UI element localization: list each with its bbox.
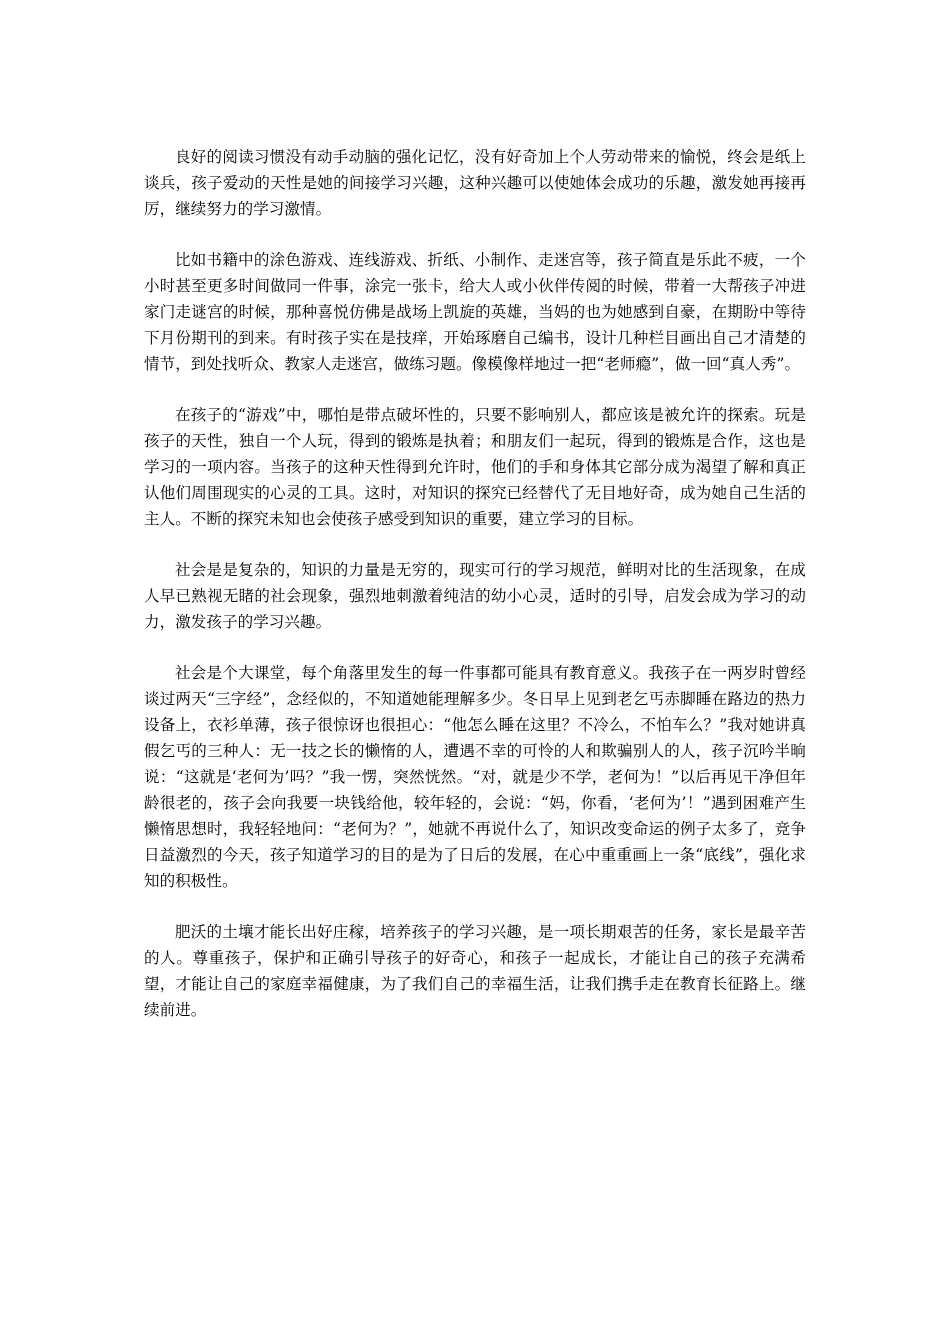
paragraph-2: 比如书籍中的涂色游戏、连线游戏、折纸、小制作、走迷宫等，孩子简直是乐此不疲，一个小时甚至更多时间做同一件事，涂完一张卡，给大人或小伙伴传阅的时候，带着一大帮孩子冲进家门走谜宫的时候，那种喜悦仿佛是战场上凯旋的英雄，当妈的也为她感到自豪，在期盼中等待下月份期刊的到来。有时孩子实在是技痒，开始琢磨自己编书，设计几种栏目画出自己才清楚的情节，到处找听众、教家人走迷宫，做练习题。像模像样地过一把“老师瘾”，做一回“真人秀”。	[144, 251, 806, 373]
paragraph-6: 肥沃的土壤才能长出好庄稼，培养孩子的学习兴趣，是一项长期艰苦的任务，家长是最辛苦的人。尊重孩子，保护和正确引导孩子的好奇心，和孩子一起成长，才能让自己的孩子充满希望，才能让自己的家庭幸福健康，为了我们自己的幸福生活，让我们携手走在教育长征路上。继续前进。	[144, 923, 806, 1019]
paragraph-1: 良好的阅读习惯没有动手动脑的强化记忆，没有好奇加上个人劳动带来的愉悦，终会是纸上谈兵，孩子爱动的天性是她的间接学习兴趣，这种兴趣可以使她体会成功的乐趣，激发她再接再厉，继续努力的学习激情。	[144, 148, 806, 218]
paragraph-5: 社会是个大课堂，每个角落里发生的每一件事都可能具有教育意义。我孩子在一两岁时曾经谈过两天“三字经”，念经似的，不知道她能理解多少。冬日早上见到老乞丐赤脚睡在路边的热力设备上，衣衫单薄，孩子很惊讶也很担心：“他怎么睡在这里？不冷么，不怕车么？”我对她讲真假乞丐的三种人：无一技之长的懒惰的人，遭遇不幸的可怜的人和欺骗别人的人，孩子沉吟半晌说：“这就是‘老何为’吗？”我一愣，突然恍然。“对，就是少不学，老何为！”以后再见干净但年龄很老的，孩子会向我要一块钱给他，较年轻的，会说：“妈，你看，‘老何为’！”遇到困难产生懒惰思想时，我轻轻地问：“老何为？”，她就不再说什么了，知识改变命运的例子太多了，竞争日益激烈的今天，孩子知道学习的目的是为了日后的发展，在心中重重画上一条“底线”，强化求知的积极性。	[144, 664, 806, 890]
paragraph-4: 社会是是复杂的，知识的力量是无穷的，现实可行的学习规范，鲜明对比的生活现象，在成人早已熟视无睹的社会现象，强烈地刺激着纯洁的幼小心灵，适时的引导，启发会成为学习的动力，激发孩子的学习兴趣。	[144, 561, 806, 631]
paragraph-3: 在孩子的“游戏”中，哪怕是带点破坏性的，只要不影响别人，都应该是被允许的探索。玩是孩子的天性，独自一个人玩，得到的锻炼是执着；和朋友们一起玩，得到的锻炼是合作，这也是学习的一项内容。当孩子的这种天性得到允许时，他们的手和身体其它部分成为渴望了解和真正认他们周围现实的心灵的工具。这时，对知识的探究已经替代了无目地好奇，成为她自己生活的主人。不断的探究未知也会使孩子感受到知识的重要，建立学习的目标。	[144, 406, 806, 528]
document-body	[144, 144, 806, 1048]
